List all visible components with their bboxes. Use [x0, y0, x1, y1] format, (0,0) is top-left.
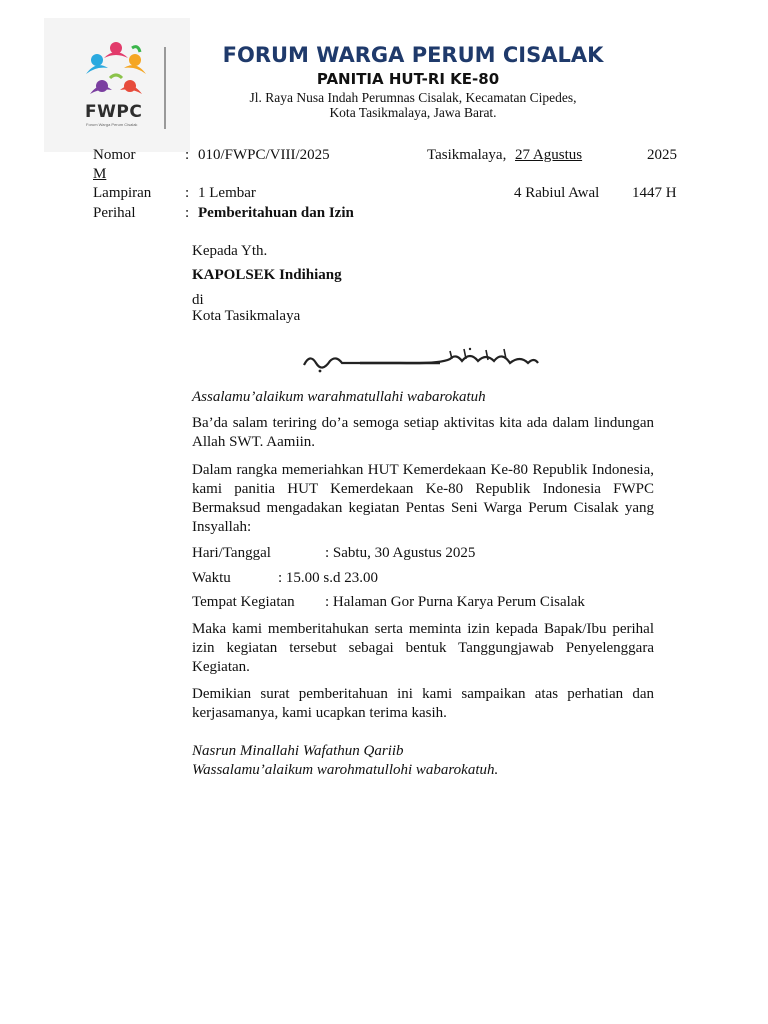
- recipient-city: Kota Tasikmalaya: [192, 308, 301, 324]
- paragraph-2: Dalam rangka memeriahkan HUT Kemerdekaan Ke-80 Republik Indonesia, kami panitia HUT Kemerdekaan Ke-80 Republik Indonesia FWPC Bermaksud mengadakan kegiatan Pentas Seni Warga Perum Cisalak yang Insyallah:: [192, 462, 654, 535]
- committee-title: PANITIA HUT-RI KE-80: [316, 70, 500, 88]
- recipient-name: KAPOLSEK Indihiang: [192, 267, 342, 283]
- letter-place: Tasikmalaya,: [427, 147, 507, 163]
- event-time-value: : 15.00 s.d 23.00: [278, 570, 379, 586]
- recipient-di: di: [192, 292, 204, 308]
- nomor-value: 010/FWPC/VIII/2025: [198, 147, 330, 163]
- year-hijri: 1447 H: [632, 185, 677, 201]
- lampiran-colon: :: [185, 185, 190, 201]
- date-hijri: 4 Rabiul Awal: [514, 185, 600, 201]
- organization-title: FORUM WARGA PERUM CISALAK: [222, 43, 604, 67]
- nomor-label: Nomor: [93, 147, 136, 163]
- perihal-label: Perihal: [93, 205, 136, 221]
- nomor-colon: :: [185, 147, 190, 163]
- opening-salam: Assalamu’alaikum warahmatullahi wabarokatuh: [192, 389, 486, 405]
- logo-wordmark: FWPC: [85, 102, 143, 122]
- address-line-2: Kota Tasikmalaya, Jawa Barat.: [329, 105, 497, 120]
- event-time-label: Waktu: [192, 570, 231, 586]
- date-year: 2025: [647, 147, 677, 163]
- event-day-value: : Sabtu, 30 Agustus 2025: [325, 545, 476, 561]
- closing-salam: Wassalamu’alaikum warohmatullohi wabarokatuh.: [192, 762, 499, 778]
- nomor-label-cont: M: [93, 166, 107, 182]
- address-line-1: Jl. Raya Nusa Indah Perumnas Cisalak, Kecamatan Cipedes,: [249, 90, 577, 105]
- lampiran-label: Lampiran: [93, 185, 152, 201]
- letter-date-gregorian: [515, 147, 677, 164]
- bismillah-calligraphy: [300, 345, 540, 375]
- lampiran-value: 1 Lembar: [198, 185, 256, 201]
- perihal-colon: :: [185, 205, 190, 221]
- closing-prayer: Nasrun Minallahi Wafathun Qariib: [192, 743, 404, 759]
- event-place-label: Tempat Kegiatan: [192, 594, 295, 610]
- paragraph-4: Demikian surat pemberitahuan ini kami sampaikan atas perhatian dan kerjasamanya, kami ucapkan terima kasih.: [192, 686, 654, 721]
- paragraph-1: Ba’da salam teriring do’a semoga setiap aktivitas kita ada dalam lindungan Allah SWT. Aamiin.: [192, 415, 654, 450]
- perihal-value: Pemberitahuan dan Izin: [198, 205, 354, 221]
- event-day-label: Hari/Tanggal: [192, 545, 271, 561]
- greeting-to: Kepada Yth.: [192, 243, 268, 259]
- event-place-value: : Halaman Gor Purna Karya Perum Cisalak: [325, 594, 585, 610]
- logo-subtext: Forum Warga Perum Cisalak: [86, 122, 138, 127]
- date-day-month: 27 Agustus: [515, 147, 583, 163]
- paragraph-3: Maka kami memberitahukan serta meminta izin kepada Bapak/Ibu perihal izin kegiatan tersebut sebagai bentuk Tanggungjawab Penyelenggara Kegiatan.: [192, 621, 654, 675]
